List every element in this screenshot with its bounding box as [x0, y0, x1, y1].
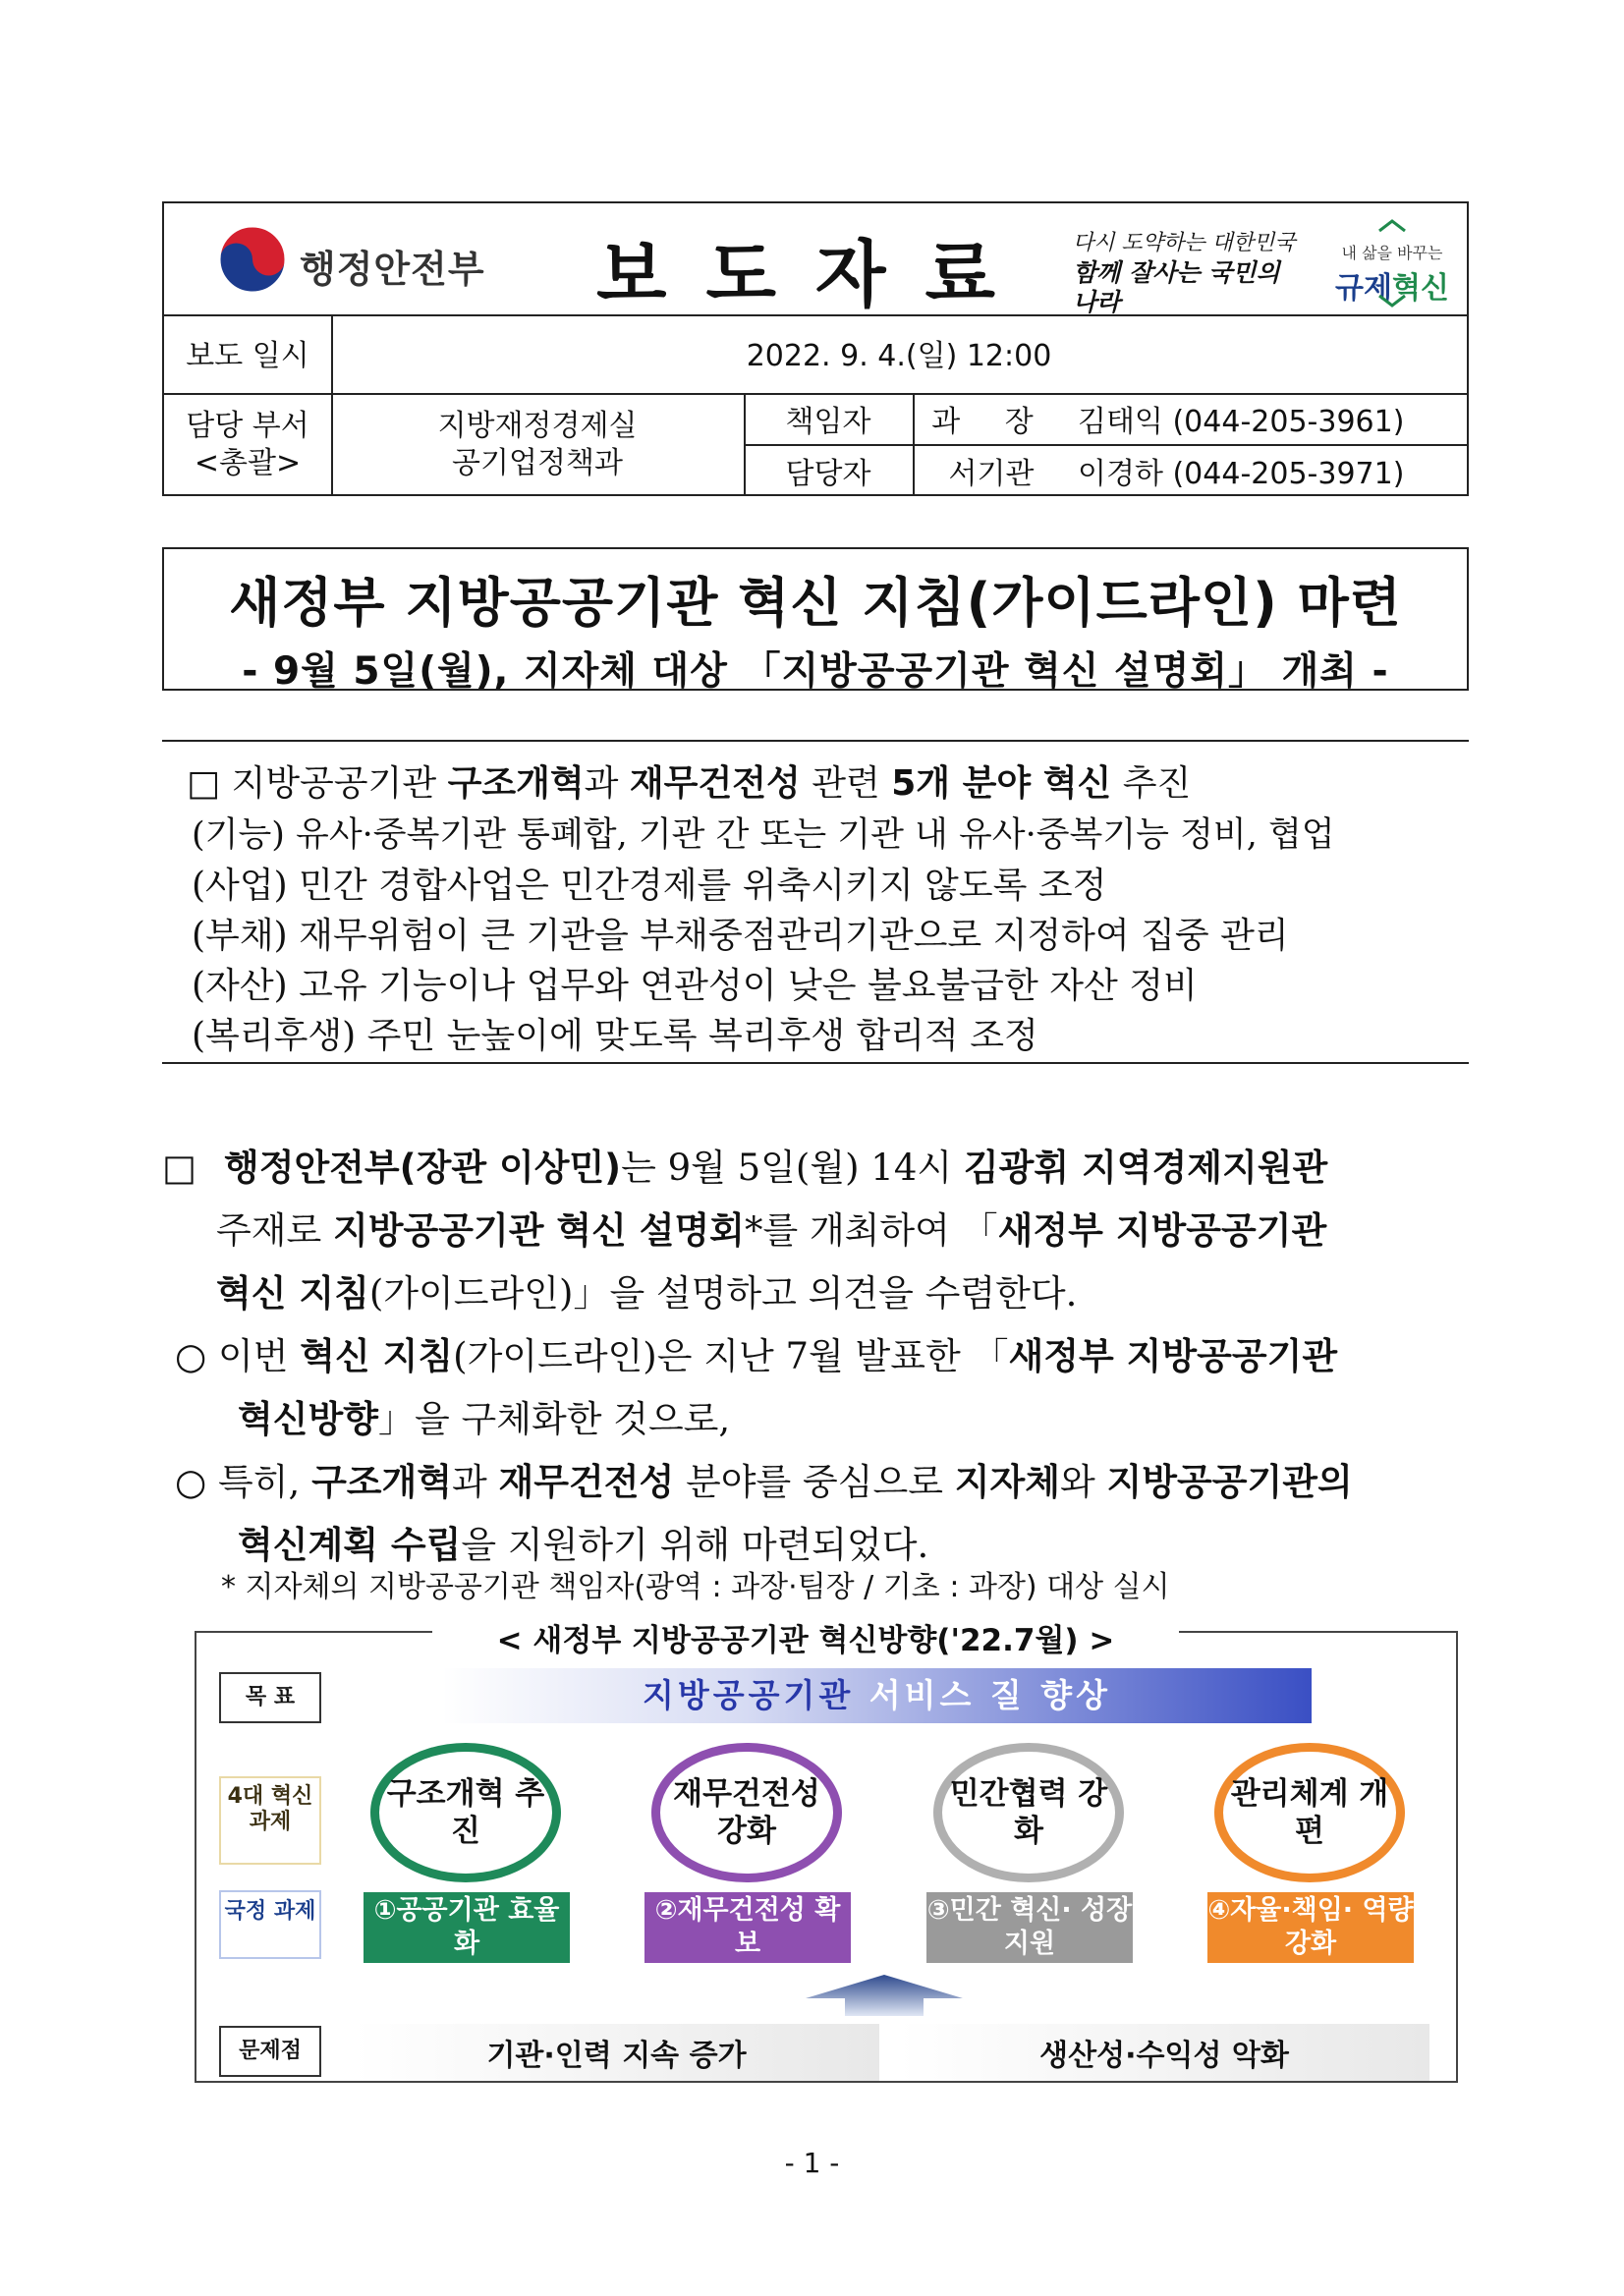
circle-restructuring: 구조개혁 추진	[370, 1743, 561, 1882]
summary-text: 추진	[1111, 763, 1192, 804]
dept-label-1: 담당 부서	[186, 408, 309, 443]
summary-emphasis: 5개 분야 혁신	[891, 763, 1112, 804]
summary-text: □ 지방공공기관	[187, 763, 448, 804]
body-emphasis: 지방공공기관의	[1106, 1461, 1353, 1503]
role-manager: 책임자	[785, 405, 871, 439]
press-release-title: 보도자료	[596, 233, 1035, 317]
summary-text: 과	[584, 763, 630, 804]
contact-manager: 김태익 (044-205-3961)	[1078, 405, 1405, 439]
para-3-line-1	[175, 1452, 1353, 1505]
body-emphasis: 새정부 지방공공기관	[997, 1209, 1327, 1252]
circle-financial: 재무건전성 강화	[651, 1743, 842, 1882]
summary-box	[162, 740, 1469, 1064]
circle-management: 관리체계 개편	[1214, 1743, 1405, 1882]
body-emphasis: 혁신 지침	[300, 1335, 454, 1377]
body-emphasis: 김광휘 지역경제지원관	[963, 1147, 1328, 1189]
goal-bar	[442, 1668, 1312, 1723]
summary-emphasis: 구조개혁	[447, 763, 585, 804]
ministry-name: 행정안전부	[300, 248, 485, 291]
problem-1: 기관·인력 지속 증가	[354, 2024, 879, 2081]
release-label: 보도 일시	[186, 339, 309, 373]
body-text: (가이드라인)은 지난 7월 발표한 「	[453, 1335, 1009, 1377]
contact-staff: 이경하 (044-205-3971)	[1078, 457, 1405, 491]
label-tasks: 4대 혁신 과제	[219, 1776, 321, 1865]
header-top	[164, 203, 1467, 316]
role-staff: 담당자	[785, 457, 871, 491]
body-text: ○ 이번	[175, 1335, 301, 1377]
slogan-line-1: 다시 도약하는 대한민국	[1073, 231, 1296, 255]
para-2-line-2	[238, 1389, 730, 1442]
government-logo-icon	[218, 225, 287, 294]
goal-bar-a: 지방공공기관	[642, 1676, 855, 1714]
summary-text: 관련	[800, 763, 892, 804]
summary-line-6: (복리후생) 주민 눈높이에 맞도록 복리후생 합리적 조정	[192, 1016, 1038, 1056]
dept-name	[331, 393, 744, 496]
body-text: 분야를 중심으로	[674, 1461, 955, 1503]
body-emphasis: 혁신계획 수립	[238, 1524, 462, 1566]
slogan-line-2: 함께 잘사는 국민의 나라	[1073, 258, 1280, 316]
body-emphasis: 혁신방향	[238, 1398, 378, 1440]
release-value: 2022. 9. 4.(일) 12:00	[746, 339, 1052, 373]
body-text: *를 개최하여 「	[744, 1209, 998, 1252]
problem-2: 생산성·수익성 악화	[899, 2024, 1429, 2081]
para-1-line-1	[162, 1138, 1327, 1191]
arrow-up-icon	[806, 1975, 963, 2016]
chevron-up-icon	[1377, 219, 1407, 233]
circle-private: 민간협력 강화	[933, 1743, 1124, 1882]
body-text: (가이드라인)」을 설명하고 의견을 수렴한다.	[368, 1272, 1078, 1315]
slogan	[1073, 229, 1299, 317]
task-efficiency: ①공공기관 효율화	[364, 1892, 570, 1963]
body-emphasis: 지방공공기관 혁신 설명회	[333, 1209, 745, 1252]
badge-small-text: 내 삶을 바꾸는	[1341, 244, 1443, 262]
body-emphasis: 구조개혁	[311, 1461, 453, 1503]
regulation-innovation-badge	[1333, 213, 1451, 307]
summary-line-1	[187, 756, 1191, 806]
body-emphasis: 재무건전성	[498, 1461, 675, 1503]
para-1-line-2	[216, 1201, 1326, 1254]
body-emphasis: 새정부 지방공공기관	[1008, 1335, 1338, 1377]
dept-label	[164, 393, 331, 496]
badge-big-b: 혁신	[1392, 271, 1449, 306]
dept-name-2: 공기업정책과	[452, 445, 623, 480]
body-text: 와	[1059, 1461, 1107, 1503]
diagram-title: < 새정부 지방공공기관 혁신방향('22.7월) >	[432, 1615, 1179, 1659]
para-1-line-3	[216, 1263, 1077, 1316]
body-text: 는 9월 5일(월) 14시	[621, 1147, 964, 1189]
page-number: - 1 -	[784, 2147, 840, 2179]
summary-line-3: (사업) 민간 경합사업은 민간경제를 위축시키지 않도록 조정	[192, 866, 1107, 906]
body-text: 을 지원하기 위해 마련되었다.	[461, 1524, 929, 1566]
task-financial: ②재무건전성 확보	[644, 1892, 851, 1963]
headline-title: 새정부 지방공공기관 혁신 지침(가이드라인) 마련	[229, 572, 1402, 634]
press-header	[162, 201, 1469, 496]
body-emphasis: 혁신 지침	[216, 1272, 369, 1315]
dept-label-2: <총괄>	[194, 445, 302, 480]
headline-box	[162, 547, 1469, 694]
task-autonomy: ④자율·책임· 역량 강화	[1207, 1892, 1414, 1963]
release-date-row	[164, 314, 1467, 395]
summary-line-4: (부채) 재무위험이 큰 기관을 부채중점관리기관으로 지정하여 집중 관리	[192, 916, 1289, 956]
label-national: 국정 과제	[219, 1890, 321, 1959]
summary-emphasis: 재무건전성	[629, 763, 801, 804]
label-problem: 문제점	[219, 2026, 321, 2077]
summary-line-2: (기능) 유사·중복기관 통폐합, 기관 간 또는 기관 내 유사·중복기능 정비, 협업	[192, 815, 1335, 855]
square-bullet-icon: □	[162, 1147, 196, 1189]
label-goal: 목 표	[219, 1672, 321, 1723]
badge-big-a: 규제	[1335, 271, 1392, 306]
headline-subtitle: - 9월 5일(월), 지자체 대상 「지방공공기관 혁신 설명회」 개최 -	[242, 649, 1389, 694]
summary-line-5: (자산) 고유 기능이나 업무와 연관성이 낮은 불요불급한 자산 정비	[192, 966, 1198, 1006]
goal-bar-b: 서비스 질 향상	[854, 1676, 1111, 1714]
dept-name-1: 지방재정경제실	[437, 408, 638, 443]
body-emphasis: 행정안전부(장관 이상민)	[223, 1147, 622, 1189]
body-text: 」을 구체화한 것으로,	[377, 1398, 731, 1440]
title-manager: 과 장	[931, 405, 1051, 439]
body-text: 주재로	[216, 1209, 333, 1252]
innovation-direction-diagram	[195, 1631, 1458, 2083]
body-text: ○ 특히,	[175, 1461, 312, 1503]
footnote: * 지자체의 지방공공기관 책임자(광역 : 과장·팀장 / 기초 : 과장) 대상 실시	[221, 1570, 1170, 1604]
chevron-down-icon	[1377, 294, 1407, 308]
body-emphasis: 지자체	[954, 1461, 1060, 1503]
body-text: 과	[452, 1461, 499, 1503]
task-private: ③민간 혁신· 성장 지원	[926, 1892, 1133, 1963]
para-3-line-2	[238, 1515, 928, 1568]
title-staff: 서기관	[948, 457, 1035, 491]
para-2-line-1	[175, 1326, 1337, 1379]
